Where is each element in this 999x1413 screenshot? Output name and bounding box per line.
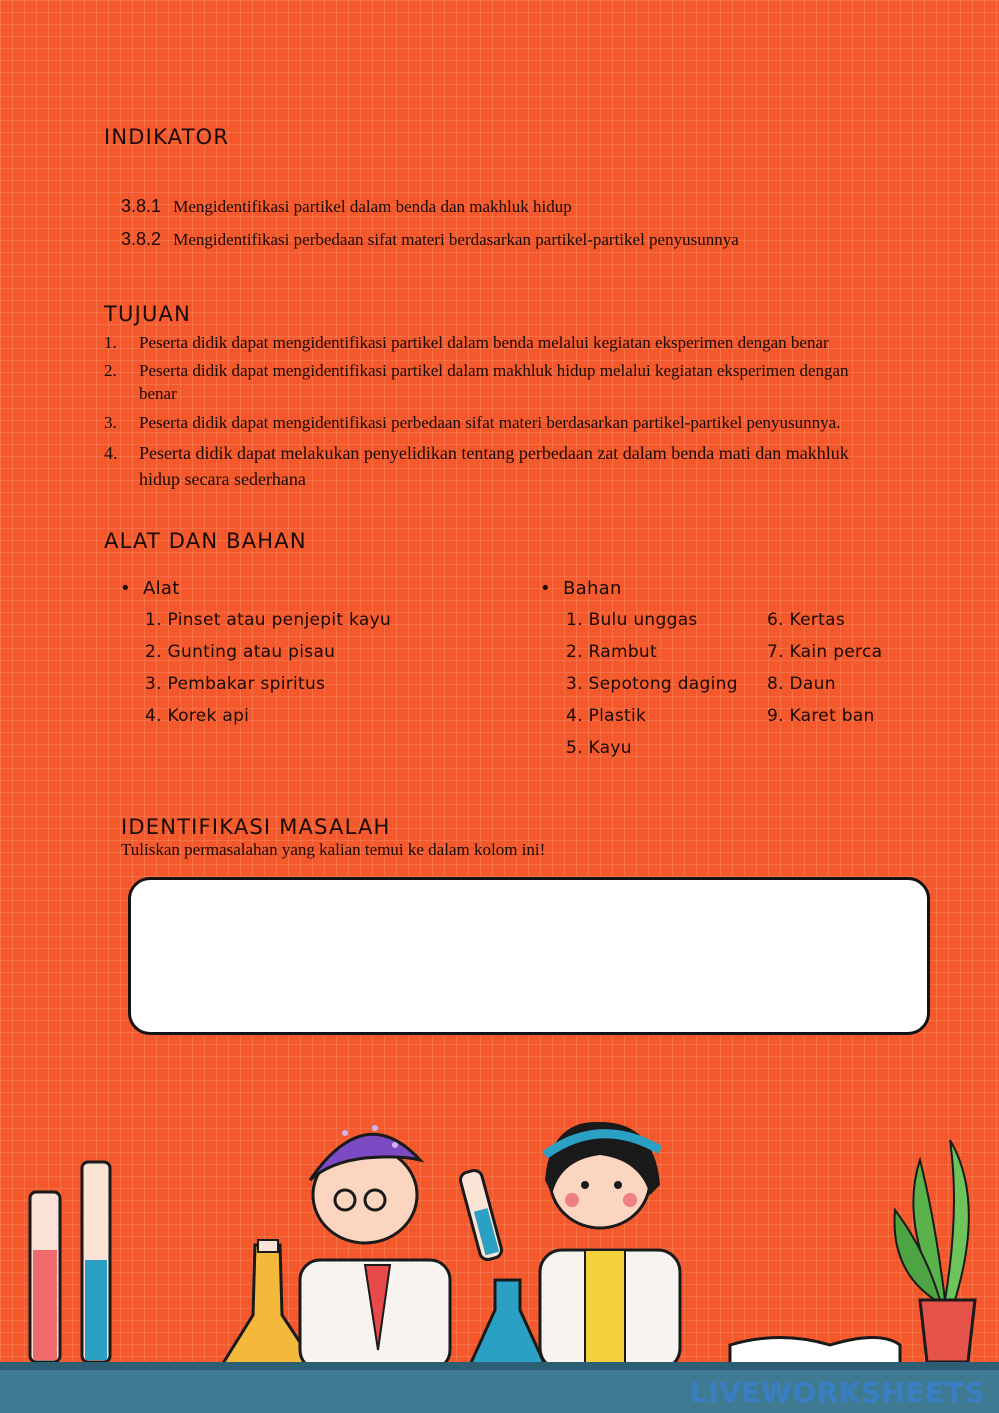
bahan-item: 8. Daun (767, 674, 836, 694)
goal-number: 4. (104, 443, 118, 463)
bahan-label (540, 578, 622, 599)
indikator-heading: INDIKATOR (104, 125, 230, 149)
alat-label-text: Alat (142, 578, 180, 599)
identifikasi-instruction: Tuliskan permasalahan yang kalian temui ke dalam kolom ini! (121, 840, 546, 859)
tujuan-heading: TUJUAN (104, 302, 192, 326)
goal-text: Peserta didik dapat mengidentifikasi partikel dalam makhluk hidup melalui kegiatan eksperimen dengan benar (139, 361, 849, 403)
bahan-item: 2. Rambut (566, 642, 657, 662)
identifikasi-heading: IDENTIFIKASI MASALAH (121, 815, 391, 839)
indikator-code: 3.8.1 (121, 196, 162, 216)
alat-item: 1. Pinset atau penjepit kayu (145, 610, 392, 630)
indikator-text: Mengidentifikasi perbedaan sifat materi berdasarkan partikel-partikel penyusunnya (173, 230, 739, 249)
goal-number: 3. (104, 413, 117, 432)
goal-text: Peserta didik dapat melakukan penyelidikan tentang perbedaan zat dalam benda mati dan makhluk hidup secara sederhana (139, 443, 849, 489)
scientists-illustration (0, 1100, 999, 1413)
indikator-item (121, 196, 572, 217)
bahan-item: 9. Karet ban (767, 706, 875, 726)
goal-item (104, 411, 934, 435)
goal-item (104, 440, 924, 492)
indikator-item (121, 229, 739, 250)
bullet-icon: • (540, 578, 563, 599)
goal-item (104, 331, 924, 355)
bahan-item: 3. Sepotong daging (566, 674, 738, 694)
bahan-item: 7. Kain perca (767, 642, 883, 662)
bahan-item: 5. Kayu (566, 738, 632, 758)
indikator-text: Mengidentifikasi partikel dalam benda dan makhluk hidup (173, 197, 572, 216)
watermark-logo: LIVEWORKSHEETS (689, 1376, 985, 1409)
alat-item: 3. Pembakar spiritus (145, 674, 326, 694)
goal-text: Peserta didik dapat mengidentifikasi perbedaan sifat materi berdasarkan partikel-partikel penyusunnya. (139, 413, 841, 432)
goal-item (104, 359, 924, 407)
bullet-icon: • (120, 578, 143, 599)
goal-text: Peserta didik dapat mengidentifikasi partikel dalam benda melalui kegiatan eksperimen dengan benar (139, 333, 829, 352)
bahan-label-text: Bahan (562, 578, 622, 599)
answer-textbox[interactable] (128, 877, 930, 1035)
bahan-item: 6. Kertas (767, 610, 846, 630)
goal-number: 2. (104, 361, 117, 380)
bahan-item: 4. Plastik (566, 706, 647, 726)
alat-item: 4. Korek api (145, 706, 250, 726)
indikator-code: 3.8.2 (121, 229, 162, 249)
alat-label (120, 578, 180, 599)
bahan-item: 1. Bulu unggas (566, 610, 698, 630)
goal-number: 1. (104, 333, 117, 352)
alat-bahan-heading: ALAT DAN BAHAN (104, 529, 307, 553)
alat-item: 2. Gunting atau pisau (145, 642, 336, 662)
